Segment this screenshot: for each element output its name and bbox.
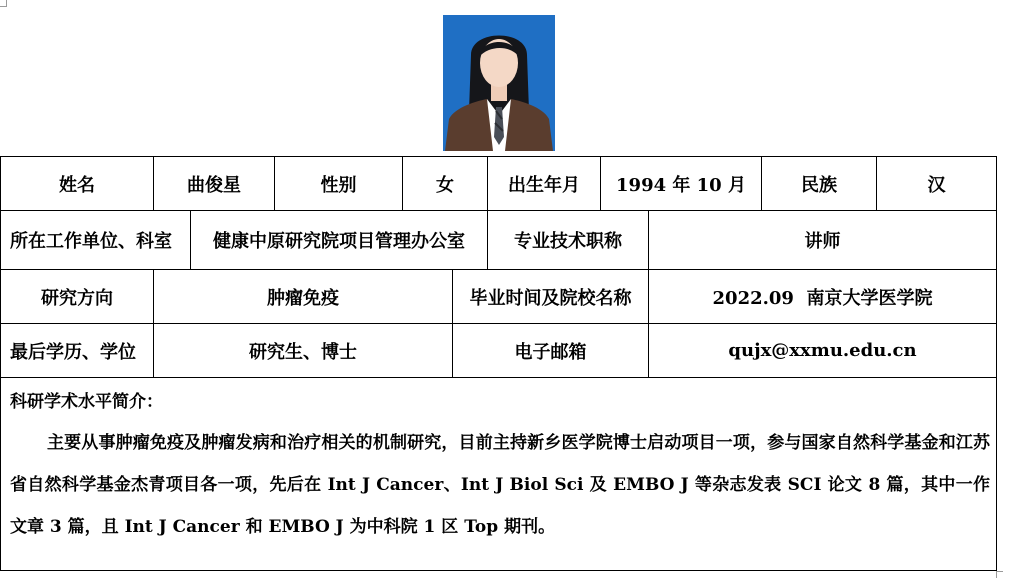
title-label: 专业技术职称 <box>488 211 649 269</box>
degree-label: 最后学历、学位 <box>1 324 154 377</box>
research-value: 肿瘤免疫 <box>154 270 453 323</box>
profile-photo <box>443 15 555 151</box>
table-row-basic <box>1 157 996 211</box>
degree-value: 研究生、博士 <box>154 324 453 377</box>
unit-value: 健康中原研究院项目管理办公室 <box>191 211 488 269</box>
birth-label: 出生年月 <box>488 157 601 210</box>
birth-value: 1994 年 10 月 <box>601 157 762 210</box>
page-corner-mark-top-left <box>0 0 7 7</box>
table-row-degree <box>1 324 996 378</box>
summary-text: 主要从事肿瘤免疫及肿瘤发病和治疗相关的机制研究，目前主持新乡医学院博士启动项目一项，参与国家自然科学基金和江苏省自然科学基金杰青项目各一项，先后在 Int J Cancer、Int J Biol Sci 及 EMBO J 等杂志发表 SCI 论文 8 篇，其中一作文章 3 篇，且 Int J Cancer 和 EMBO J 为中科院 1 区 Top 期刊。 <box>10 433 990 537</box>
research-summary <box>1 378 996 571</box>
profile-table <box>0 156 997 571</box>
email-value: qujx@xxmu.edu.cn <box>728 340 917 361</box>
name-value: 曲俊星 <box>154 157 275 210</box>
table-row-research <box>1 270 996 324</box>
research-label: 研究方向 <box>1 270 154 323</box>
name-label: 姓名 <box>1 157 154 210</box>
table-row-unit <box>1 211 996 270</box>
email-label: 电子邮箱 <box>453 324 649 377</box>
page-corner-mark-bottom-right <box>996 571 1003 578</box>
ethnicity-label: 民族 <box>762 157 877 210</box>
ethnicity-value: 汉 <box>927 174 946 196</box>
unit-label: 所在工作单位、科室 <box>1 211 191 269</box>
summary-heading: 科研学术水平简介： <box>10 392 163 412</box>
graduation-label: 毕业时间及院校名称 <box>453 270 649 323</box>
title-value: 讲师 <box>804 231 841 252</box>
gender-value: 女 <box>403 157 488 210</box>
gender-label: 性别 <box>275 157 403 210</box>
graduation-value: 2022.09 南京大学医学院 <box>712 287 933 309</box>
